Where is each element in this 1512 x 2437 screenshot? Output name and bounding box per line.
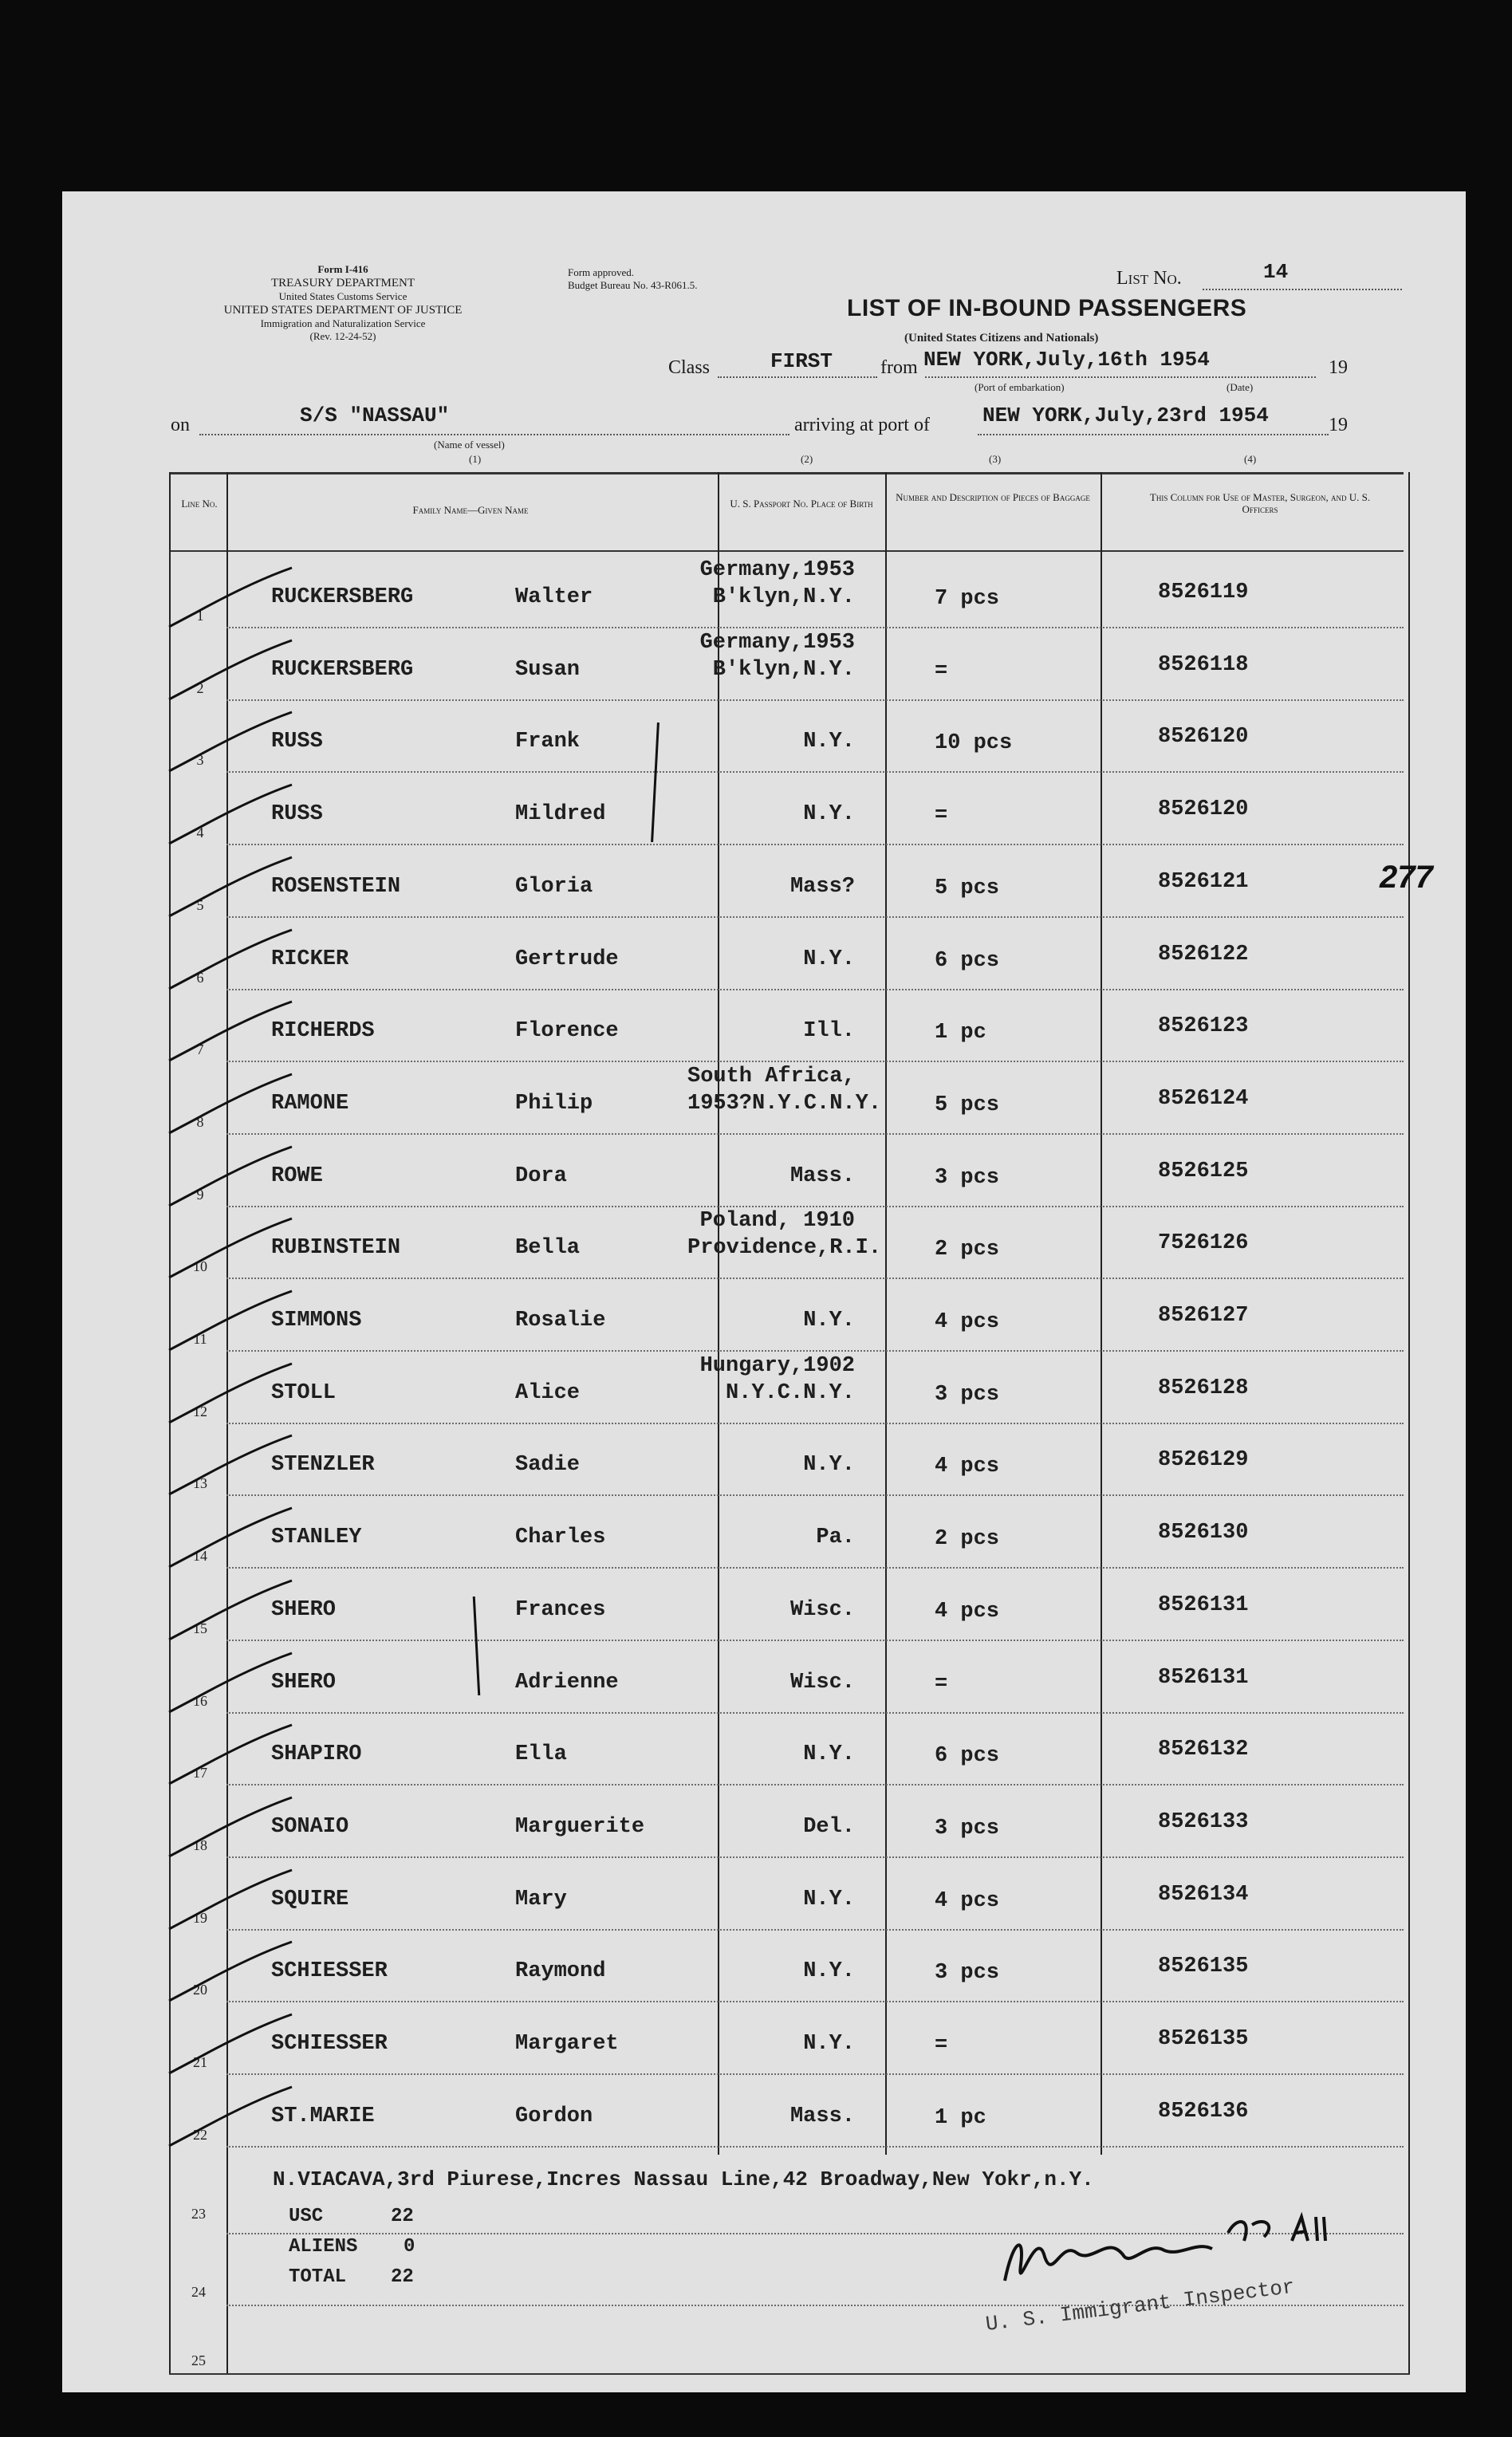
birth-place: Providence,R.I.	[687, 1236, 882, 1261]
family-name: STENZLER	[271, 1453, 375, 1478]
baggage-count: 4 pcs	[935, 1888, 1000, 1913]
budget-bureau: Budget Bureau No. 43-R061.5.	[568, 279, 698, 291]
col-header-passport: U. S. Passport No. Place of Birth	[730, 498, 873, 510]
given-name: Sadie	[515, 1453, 581, 1478]
family-name: SCHIESSER	[271, 1959, 388, 1984]
given-name: Rosalie	[515, 1309, 606, 1333]
class-line	[718, 376, 877, 378]
line-number: 4	[196, 825, 204, 841]
line-number-25: 25	[191, 2352, 206, 2368]
check-mark	[164, 1939, 300, 2010]
class-value: FIRST	[770, 349, 833, 373]
officer-code: 8526128	[1158, 1376, 1249, 1400]
check-mark	[164, 998, 300, 1070]
line-number: 5	[196, 896, 204, 913]
family-name: SIMMONS	[271, 1309, 362, 1333]
row-rule	[226, 1278, 1404, 1279]
family-name: ST.MARIE	[271, 2104, 375, 2128]
table-row	[169, 1932, 1404, 2004]
col-header-officers: This Column for Use of Master, Surgeon, and U. S. Officers	[1149, 491, 1371, 515]
baggage-count: 7 pcs	[935, 587, 1000, 611]
baggage-count: =	[935, 1671, 948, 1696]
officer-code: 8526131	[1158, 1665, 1249, 1690]
line-number: 19	[193, 1909, 207, 1926]
family-name: RUCKERSBERG	[271, 657, 414, 682]
officer-code: 8526133	[1158, 1809, 1249, 1834]
list-no-label: List No.	[1116, 268, 1182, 289]
row-rule	[226, 1929, 1404, 1931]
family-name: RICHERDS	[271, 1019, 375, 1044]
line-number: 20	[193, 1982, 207, 1998]
baggage-count: 3 pcs	[935, 1382, 1000, 1407]
line-number-24: 24	[191, 2284, 206, 2300]
line-number: 13	[193, 1475, 207, 1492]
line-number: 16	[193, 1692, 207, 1709]
officer-code: 8526127	[1158, 1304, 1249, 1328]
check-mark	[164, 1144, 300, 1215]
col-header-baggage: Number and Description of Pieces of Baggage	[896, 491, 1090, 503]
vessel-value: S/S "NASSAU"	[300, 404, 450, 427]
baggage-count: 1 pc	[935, 2105, 986, 2130]
row-rule	[226, 2001, 1404, 2002]
baggage-count: 4 pcs	[935, 1310, 1000, 1334]
col-header-line-no: Line No.	[181, 498, 218, 510]
given-name: Walter	[515, 585, 593, 609]
birth-place-line1: Germany,1953	[699, 558, 855, 582]
given-name: Gertrude	[515, 947, 619, 971]
given-name: Frances	[515, 1597, 606, 1622]
family-name: RUSS	[271, 730, 323, 754]
line-number: 18	[193, 1837, 207, 1853]
on-label: on	[171, 415, 190, 435]
row-rule	[226, 1856, 1404, 1858]
officer-code: 8526122	[1158, 942, 1249, 967]
line-number: 10	[193, 1258, 207, 1275]
birth-place: N.Y.	[803, 1742, 855, 1767]
from-line	[925, 376, 1316, 378]
baggage-count: 4 pcs	[935, 1455, 1000, 1479]
officer-code: 8526132	[1158, 1738, 1249, 1762]
table-row	[169, 1571, 1404, 1643]
baggage-count: 10 pcs	[935, 731, 1013, 756]
inspector-caption: U. S. Immigrant Inspector	[984, 2274, 1297, 2337]
check-mark	[164, 2084, 300, 2156]
usc-value: 22	[391, 2206, 414, 2227]
check-mark	[164, 565, 300, 636]
from-label: from	[880, 357, 918, 378]
birth-place: Mass.	[789, 1163, 855, 1188]
baggage-count: =	[935, 804, 948, 829]
table-row	[169, 2005, 1404, 2077]
family-name: RICKER	[271, 947, 349, 971]
form-number: Form I-416	[317, 263, 368, 275]
officer-code: 8526119	[1158, 581, 1249, 604]
check-mark	[164, 854, 300, 926]
baggage-count: 3 pcs	[935, 1165, 1000, 1190]
family-name: STANLEY	[271, 1526, 362, 1550]
line-number-23: 23	[191, 2206, 206, 2222]
officer-code: 8526123	[1158, 1014, 1249, 1039]
birth-place: Ill.	[803, 1019, 855, 1044]
table-row	[169, 1281, 1404, 1353]
given-name: Philip	[515, 1091, 593, 1116]
birth-place: Mass?	[789, 874, 855, 899]
row-rule	[226, 1494, 1404, 1496]
given-name: Raymond	[515, 1959, 606, 1984]
check-mark	[164, 1794, 300, 1866]
table-row	[169, 1498, 1404, 1570]
row-rule	[226, 1423, 1404, 1424]
justice-dept: UNITED STATES DEPARTMENT OF JUSTICE	[223, 304, 463, 317]
line-number: 7	[196, 1041, 204, 1058]
given-name: Marguerite	[515, 1814, 645, 1839]
baggage-count: 2 pcs	[935, 1238, 1000, 1262]
line-number: 11	[193, 1331, 207, 1347]
given-name: Florence	[515, 1019, 619, 1044]
given-name: Susan	[515, 657, 581, 682]
table-right-border	[1408, 472, 1410, 2375]
table-row	[169, 1644, 1404, 1715]
table-row	[169, 848, 1404, 919]
birth-place: Wisc.	[789, 1597, 855, 1622]
table-row	[169, 1860, 1404, 1932]
arriving-label: arriving at port of	[794, 415, 930, 435]
line-number: 6	[196, 969, 204, 986]
date-caption: (Date)	[1227, 381, 1254, 393]
header-bottom-rule	[169, 550, 1404, 552]
table-row	[169, 2077, 1404, 2149]
baggage-count: 6 pcs	[935, 948, 1000, 973]
row-rule	[226, 627, 1404, 628]
baggage-count: 3 pcs	[935, 1816, 1000, 1841]
margin-number: 277	[1380, 860, 1433, 895]
line-number: 22	[193, 2126, 207, 2143]
check-mark	[164, 781, 300, 853]
baggage-count: 3 pcs	[935, 1961, 1000, 1986]
table-row	[169, 1426, 1404, 1498]
row-rule	[226, 1133, 1404, 1135]
given-name: Bella	[515, 1236, 581, 1261]
birth-place: N.Y.	[803, 1453, 855, 1478]
birth-place: B'klyn,N.Y.	[712, 585, 855, 609]
table-row	[169, 1354, 1404, 1426]
given-name: Mary	[515, 1887, 567, 1911]
given-name: Gordon	[515, 2104, 593, 2128]
family-name: RAMONE	[271, 1091, 349, 1116]
family-name: ROSENSTEIN	[271, 874, 401, 899]
check-mark	[164, 1867, 300, 1939]
baggage-count: 1 pc	[935, 1021, 986, 1045]
table-row	[169, 1065, 1404, 1136]
table-bottom-rule	[169, 2373, 1410, 2375]
officer-code: 8526131	[1158, 1593, 1249, 1617]
arriving-year-suffix: 19	[1329, 415, 1348, 435]
family-name: STOLL	[271, 1380, 337, 1405]
check-mark	[164, 709, 300, 781]
line-number: 2	[196, 679, 204, 696]
line-number: 17	[193, 1765, 207, 1781]
col-num-3: (3)	[989, 453, 1002, 465]
birth-place: N.Y.	[803, 947, 855, 971]
baggage-count: 6 pcs	[935, 1744, 1000, 1769]
baggage-count: 2 pcs	[935, 1527, 1000, 1552]
list-no-value: 14	[1263, 260, 1289, 284]
col-num-1: (1)	[469, 453, 482, 465]
check-mark	[164, 1360, 300, 1432]
table-row	[169, 920, 1404, 992]
inspector-signature	[989, 2209, 1356, 2297]
given-name: Charles	[515, 1526, 606, 1550]
check-mark	[164, 1288, 300, 1360]
table-row	[169, 1715, 1404, 1787]
check-mark	[164, 927, 300, 998]
row-rule	[226, 989, 1404, 990]
birth-place: N.Y.	[803, 802, 855, 827]
row-rule	[226, 916, 1404, 918]
birth-place: Del.	[803, 1814, 855, 1839]
arriving-line	[978, 434, 1329, 435]
line-number: 3	[196, 752, 204, 769]
officer-code: 8526118	[1158, 652, 1249, 677]
birth-place: B'klyn,N.Y.	[712, 657, 855, 682]
line-number: 14	[193, 1548, 207, 1565]
row-rule	[226, 1712, 1404, 1714]
baggage-count: 5 pcs	[935, 1093, 1000, 1117]
officer-code: 8526134	[1158, 1882, 1249, 1907]
birth-place: Pa.	[816, 1526, 855, 1550]
officer-code: 8526121	[1158, 869, 1249, 894]
given-name: Alice	[515, 1380, 581, 1405]
given-name: Mildred	[515, 802, 606, 827]
check-mark	[164, 1722, 300, 1793]
table-row	[169, 1788, 1404, 1860]
baggage-count: =	[935, 2033, 948, 2057]
line-number: 15	[193, 1620, 207, 1636]
birth-place: N.Y.	[803, 2032, 855, 2056]
form-revision: (Rev. 12-24-52)	[309, 330, 376, 342]
family-name: ROWE	[271, 1163, 323, 1188]
customs-service: United States Customs Service	[278, 290, 408, 302]
table-row	[169, 1209, 1404, 1281]
birth-place-line1: South Africa,	[687, 1064, 856, 1089]
page-title: LIST OF IN-BOUND PASSENGERS	[847, 295, 1247, 321]
birth-place: N.Y.	[803, 1887, 855, 1911]
birth-place: N.Y.	[803, 1959, 855, 1984]
table-row	[169, 992, 1404, 1064]
family-name: SQUIRE	[271, 1887, 349, 1911]
family-name: SONAIO	[271, 1814, 349, 1839]
row-rule	[226, 1640, 1404, 1641]
table-row	[169, 558, 1404, 630]
family-name: SHERO	[271, 1597, 337, 1622]
given-name: Adrienne	[515, 1670, 619, 1695]
row-rule	[226, 1350, 1404, 1352]
table-row	[169, 631, 1404, 703]
baggage-count: =	[935, 659, 948, 683]
class-label: Class	[668, 357, 711, 378]
vessel-line	[199, 434, 789, 435]
form-approval	[568, 266, 775, 292]
given-name: Margaret	[515, 2032, 619, 2056]
check-mark	[164, 1071, 300, 1143]
row-rule	[226, 2073, 1404, 2075]
row-rule	[226, 1206, 1404, 1207]
given-name: Ella	[515, 1742, 567, 1767]
baggage-count: 5 pcs	[935, 876, 1000, 900]
row-rule	[226, 1784, 1404, 1785]
row-rule	[226, 699, 1404, 701]
check-mark	[164, 637, 300, 709]
row-rule	[226, 2146, 1404, 2148]
family-name: RUCKERSBERG	[271, 585, 414, 609]
officer-code: 7526126	[1158, 1231, 1249, 1256]
row-rule	[226, 844, 1404, 845]
baggage-count: 4 pcs	[935, 1599, 1000, 1624]
check-mark	[164, 2011, 300, 2083]
page-subtitle: (United States Citizens and Nationals)	[904, 332, 1099, 344]
birth-place: N.Y.C.N.Y.	[725, 1380, 855, 1405]
col-num-4: (4)	[1244, 453, 1257, 465]
row-rule	[226, 771, 1404, 773]
line-number: 9	[196, 1186, 204, 1203]
check-mark	[164, 1505, 300, 1577]
birth-place-line1: Germany,1953	[699, 630, 855, 655]
officer-code: 8526130	[1158, 1521, 1249, 1545]
aliens-label: ALIENS	[289, 2236, 358, 2258]
vessel-caption: (Name of vessel)	[434, 439, 505, 451]
given-name: Dora	[515, 1163, 567, 1188]
check-mark	[164, 1432, 300, 1504]
treasury-dept: TREASURY DEPARTMENT	[270, 277, 415, 289]
check-mark	[164, 1577, 300, 1649]
line-number: 8	[196, 1113, 204, 1130]
table-row	[169, 703, 1404, 774]
table-row	[169, 775, 1404, 847]
family-name: SHAPIRO	[271, 1742, 362, 1767]
line-number: 12	[193, 1403, 207, 1419]
birth-place-line1: Poland, 1910	[699, 1209, 855, 1234]
officer-code: 8526120	[1158, 725, 1249, 750]
family-name: SHERO	[271, 1670, 337, 1695]
purser-line: N.VIACAVA,3rd Piurese,Incres Nassau Line,42 Broadway,New Yokr,n.Y.	[273, 2167, 1094, 2191]
birth-place: Mass.	[789, 2104, 855, 2128]
check-mark	[164, 1215, 300, 1287]
aliens-value: 0	[404, 2236, 415, 2258]
officer-code: 8526136	[1158, 2099, 1249, 2124]
check-mark	[164, 1650, 300, 1722]
port-embark-caption: (Port of embarkation)	[975, 381, 1065, 393]
officer-code: 8526120	[1158, 797, 1249, 822]
birth-place: Wisc.	[789, 1670, 855, 1695]
birth-place: N.Y.	[803, 730, 855, 754]
form-header-left	[167, 263, 518, 343]
officer-code: 8526124	[1158, 1086, 1249, 1111]
birth-place: 1953?N.Y.C.N.Y.	[687, 1091, 882, 1116]
given-name: Gloria	[515, 874, 593, 899]
family-name: RUBINSTEIN	[271, 1236, 401, 1261]
ins-service: Immigration and Naturalization Service	[260, 317, 426, 329]
usc-label: USC	[289, 2206, 324, 2227]
row-rule	[226, 1061, 1404, 1062]
from-value: NEW YORK,July,16th 1954	[923, 348, 1210, 372]
family-name: SCHIESSER	[271, 2032, 388, 2056]
line-number: 1	[196, 608, 204, 624]
table-top-rule	[169, 472, 1404, 474]
given-name: Frank	[515, 730, 581, 754]
officer-code: 8526135	[1158, 1955, 1249, 1979]
birth-place: N.Y.	[803, 1309, 855, 1333]
table-row	[169, 1137, 1404, 1209]
family-name: RUSS	[271, 802, 323, 827]
list-no-line	[1203, 289, 1402, 290]
birth-place-line1: Hungary,1902	[699, 1353, 855, 1378]
col-header-name: Family Name—Given Name	[412, 504, 529, 516]
col-num-2: (2)	[801, 453, 813, 465]
from-year-suffix: 19	[1329, 357, 1348, 378]
officer-code: 8526125	[1158, 1159, 1249, 1183]
row-rule	[226, 1567, 1404, 1569]
officer-code: 8526129	[1158, 1448, 1249, 1473]
total-value: 22	[391, 2266, 414, 2288]
line-number: 21	[193, 2054, 207, 2070]
arriving-value: NEW YORK,July,23rd 1954	[982, 404, 1269, 427]
officer-code: 8526135	[1158, 2027, 1249, 2051]
total-label: TOTAL	[289, 2266, 347, 2288]
form-approved: Form approved.	[568, 266, 635, 278]
